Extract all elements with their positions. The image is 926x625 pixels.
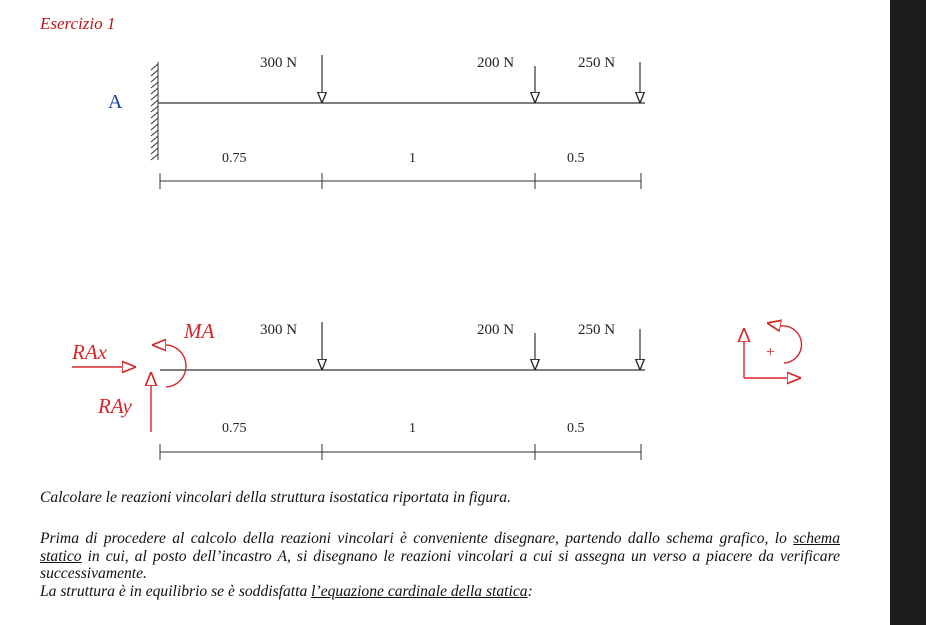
- span-label-1: 0.75: [222, 151, 247, 166]
- load-label-2: 200 N: [477, 55, 515, 71]
- paragraph-explanation-part2: in cui, al posto dell’incastro A, si disegnano le reazioni vincolari a cui si assegna un verso a piacere da verificare successivamente.: [40, 547, 840, 582]
- ma-label: MA: [184, 319, 215, 343]
- support-label-a: A: [108, 91, 123, 113]
- ma-moment-arrow: [152, 345, 186, 387]
- span-label-2: 1: [409, 421, 416, 436]
- paragraph-equilibrium-part1: La struttura è in equilibrio se è soddisfatta: [40, 582, 312, 600]
- span-label-1: 0.75: [222, 421, 247, 436]
- fixed-support: [151, 62, 158, 160]
- paragraph-task: Calcolare le reazioni vincolari della struttura isostatica riportata in figura.: [40, 489, 511, 506]
- span-label-2: 1: [409, 151, 416, 166]
- span-label-3: 0.5: [567, 421, 585, 436]
- equazione-cardinale-underline: l’equazione cardinale della statica: [311, 582, 528, 600]
- sign-convention: [744, 323, 802, 378]
- right-sidebar: [890, 0, 926, 625]
- load-label-1: 300 N: [260, 55, 298, 71]
- load-label-2: 200 N: [477, 322, 515, 338]
- load-label-1: 300 N: [260, 322, 298, 338]
- paragraph-explanation: [40, 530, 840, 600]
- plus-sign: +: [766, 344, 776, 361]
- load-label-3: 250 N: [578, 322, 616, 338]
- dimension-line: [160, 444, 641, 460]
- load-label-3: 250 N: [578, 55, 616, 71]
- exercise-title: Esercizio 1: [40, 14, 116, 33]
- ray-label: RAy: [98, 394, 132, 418]
- top-diagram: [108, 55, 645, 189]
- dimension-line: [160, 173, 641, 189]
- schema-statico-underline: schema statico: [40, 530, 840, 565]
- paragraph-equilibrium-part2: :: [527, 582, 533, 600]
- paragraph-explanation-part1: Prima di procedere al calcolo della reazioni vincolari è conveniente disegnare, partendo dallo schema grafico, lo: [40, 530, 794, 547]
- bottom-diagram: [71, 319, 802, 460]
- span-label-3: 0.5: [567, 151, 585, 166]
- rax-label: RAx: [72, 340, 107, 364]
